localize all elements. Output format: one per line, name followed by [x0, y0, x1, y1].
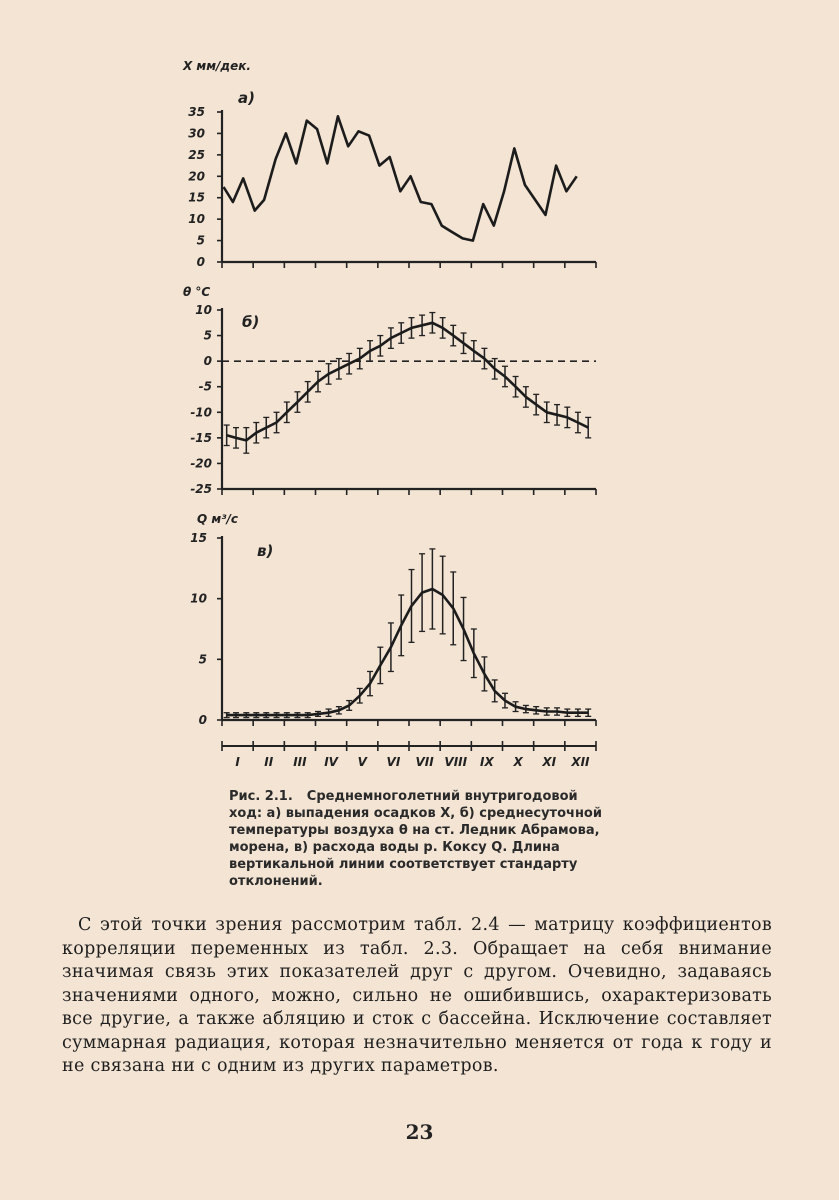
- y-axis-title: θ °C: [183, 285, 211, 299]
- y-tick-label: 5: [203, 328, 212, 343]
- y-tick-label: 5: [198, 652, 207, 667]
- y-tick-label: -20: [190, 456, 212, 471]
- panel-label: а): [238, 89, 255, 107]
- y-tick-label: -15: [190, 430, 212, 445]
- y-tick-label: 10: [188, 212, 205, 227]
- month-label: XII: [571, 755, 590, 769]
- panel-label: в): [257, 542, 274, 560]
- caption-text: Среднемноголетний внутригодовой ход: а) выпадения осадков X, б) среднесуточной температуры воздуха θ на ст. Ледник Абрамова, морена, в) расхода воды р. Коксу Q. Длина вертикальной линии соответствует стандарту отклонений.: [229, 789, 602, 889]
- chart-panel-1: [182, 59, 596, 269]
- chart-panel-3: [190, 512, 596, 769]
- series-line-θ: [227, 323, 589, 441]
- y-axis-title: Q м³/с: [197, 512, 238, 526]
- month-label: XI: [542, 755, 557, 769]
- y-tick-label: 35: [188, 105, 205, 119]
- month-label: IV: [324, 755, 338, 769]
- series-line-Q: [227, 589, 589, 715]
- y-tick-label: -5: [198, 379, 212, 394]
- y-tick-label: 15: [190, 531, 207, 545]
- y-tick-label: 0: [196, 255, 205, 269]
- month-label: IX: [480, 755, 494, 769]
- figure-caption: [229, 788, 609, 890]
- y-tick-label: 20: [188, 169, 205, 184]
- month-label: X: [513, 755, 523, 769]
- month-label: VI: [386, 755, 401, 769]
- y-tick-label: 0: [198, 713, 207, 727]
- y-tick-label: -25: [190, 482, 212, 496]
- caption-number: Рис. 2.1.: [229, 789, 293, 804]
- y-axis-title: X мм/дек.: [183, 59, 251, 73]
- chart-panel-2: [183, 285, 596, 496]
- page-number: 23: [405, 1120, 434, 1144]
- series-line-X: [224, 116, 577, 240]
- y-tick-label: 30: [188, 126, 205, 141]
- month-label: II: [264, 755, 274, 769]
- panel-label: б): [242, 313, 260, 331]
- month-label: VII: [415, 755, 434, 769]
- y-tick-label: 15: [188, 190, 205, 205]
- y-tick-label: 10: [195, 303, 212, 317]
- y-tick-label: -10: [190, 405, 212, 420]
- body-text: [62, 914, 772, 1079]
- month-label: I: [235, 755, 240, 769]
- y-tick-label: 5: [196, 233, 205, 248]
- month-label: V: [357, 755, 367, 769]
- month-label: III: [293, 755, 307, 769]
- month-label: VIII: [444, 755, 468, 769]
- y-tick-label: 10: [190, 591, 207, 606]
- y-tick-label: 25: [188, 147, 205, 162]
- body-paragraph: С этой точки зрения рассмотрим табл. 2.4 — матрицу коэффициентов корреляции переменных из табл. 2.3. Обращает на себя внимание значимая связь этих показателей друг с другом. Очевидно, задаваясь значениями одного, можно, сильно не ошибившись, охарактеризовать все другие, а также абляцию и сток с бассейна. Исключение составляет суммарная радиация, которая незначительно меняется от года к году и не связана ни с одним из других параметров.: [62, 915, 772, 1076]
- y-tick-label: 0: [203, 354, 212, 369]
